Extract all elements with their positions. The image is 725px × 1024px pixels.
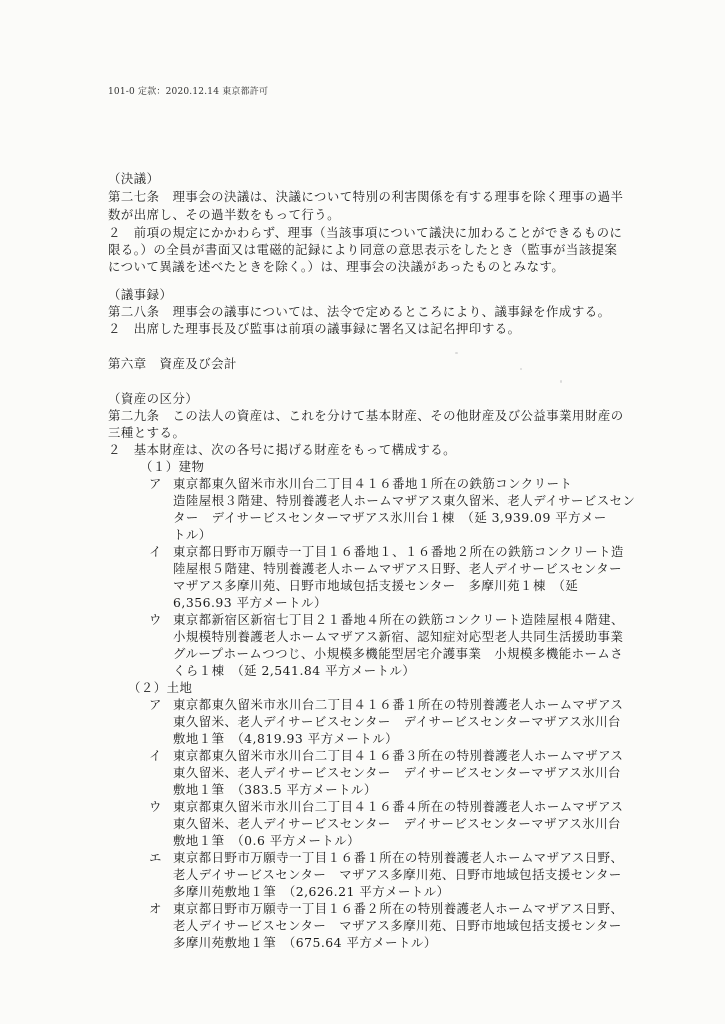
article28-heading: （議事録） — [108, 287, 173, 302]
article27-line: 第二七条 理事会の決議は、決議について特別の利害関係を有する理事を除く理事の過半 — [108, 189, 624, 204]
building-line: 東京都新宿区新宿七丁目２１番地４所在の鉄筋コンクリート造陸屋根４階建、 — [173, 612, 624, 627]
item-marker: イ — [149, 544, 162, 559]
article27-line: ２ 前項の規定にかかわらず、理事（当該事項について議決に加わることができるものに — [108, 225, 623, 240]
scan-speck — [560, 380, 562, 383]
land-line: 敷地１筆 （0.6 平方メートル） — [173, 833, 361, 848]
article27-line: 数が出席し、その過半数をもって行う。 — [108, 207, 341, 222]
article28-line: ２ 出席した理事長及び監事は前項の議事録に署名又は記名押印する。 — [108, 321, 521, 336]
building-line: 東京都東久留米市氷川台二丁目４１６番地１所在の鉄筋コンクリート — [173, 476, 573, 491]
article28-line: 第二八条 理事会の議事については、法令で定めるところにより、議事録を作成する。 — [108, 304, 611, 319]
article29-line: 三種とする。 — [108, 425, 186, 440]
scan-speck — [520, 368, 522, 370]
building-line: グループホームつつじ、小規模多機能型居宅介護事業 小規模多機能ホームさ — [173, 646, 624, 661]
building-line: 造陸屋根３階建、特別養護老人ホームマザアス東久留米、老人デイサービスセン — [173, 493, 636, 508]
land-line: 多摩川苑敷地１筆 （2,626.21 平方メートル） — [173, 884, 450, 899]
land-line: 東京都日野市万願寺一丁目１６番１所在の特別養護老人ホームマザアス日野、 — [173, 850, 624, 865]
article29-heading: （資産の区分） — [108, 391, 199, 406]
item-marker: ア — [149, 476, 162, 491]
land-line: 東京都東久留米市氷川台二丁目４１６番３所在の特別養護老人ホームマザアス — [173, 748, 624, 763]
land-line: 東京都日野市万願寺一丁目１６番２所在の特別養護老人ホームマザアス日野、 — [173, 901, 624, 916]
land-line: 多摩川苑敷地１筆 （675.64 平方メートル） — [173, 935, 437, 950]
scan-speck — [455, 352, 458, 354]
article29-line: ２ 基本財産は、次の各号に掲げる財産をもって構成する。 — [108, 442, 457, 457]
building-line: トル） — [173, 527, 212, 542]
article27-line: 限る。）の全員が書面又は電磁的記録により同意の意思表示をしたとき（監事が当該提案 — [108, 242, 618, 257]
item-marker: ウ — [149, 799, 162, 814]
building-line: 陸屋根５階建、特別養護老人ホームマザアス日野、老人デイサービスセンター — [173, 561, 623, 576]
chapter-title: 第六章 資産及び会計 — [108, 356, 237, 371]
buildings-heading: （１）建物 — [140, 459, 205, 474]
item-marker: オ — [149, 901, 162, 916]
building-line: 6,356.93 平方メートル） — [173, 595, 327, 610]
land-line: 東久留米、老人デイサービスセンター デイサービスセンターマザアス氷川台 — [173, 714, 621, 729]
land-line: 敷地１筆 （4,819.93 平方メートル） — [173, 731, 398, 746]
land-line: 東京都東久留米市氷川台二丁目４１６番４所在の特別養護老人ホームマザアス — [173, 799, 624, 814]
item-marker: エ — [149, 850, 162, 865]
building-line: くら１棟 （延 2,541.84 平方メートル） — [173, 663, 416, 678]
building-line: マザアス多摩川苑、日野市地域包括支援センター 多摩川苑１棟 （延 — [173, 578, 579, 593]
building-line: 東京都日野市万願寺一丁目１６番地１、１６番地２所在の鉄筋コンクリート造 — [173, 544, 624, 559]
article29-line: 第二九条 この法人の資産は、これを分けて基本財産、その他財産及び公益事業用財産の — [108, 408, 624, 423]
item-marker: ア — [149, 697, 162, 712]
land-line: 老人デイサービスセンター マザアス多摩川苑、日野市地域包括支援センター — [173, 918, 622, 933]
item-marker: ウ — [149, 612, 162, 627]
land-line: 東久留米、老人デイサービスセンター デイサービスセンターマザアス氷川台 — [173, 816, 621, 831]
land-heading: （２）土地 — [128, 680, 193, 695]
land-line: 敷地１筆 （383.5 平方メートル） — [173, 782, 377, 797]
article27-heading: （決議） — [108, 171, 160, 186]
document-header: 101-0 定款：2020.12.14 東京都許可 — [108, 87, 269, 97]
item-marker: イ — [149, 748, 162, 763]
building-line: 小規模特別養護老人ホームマザアス新宿、認知症対応型老人共同生活援助事業 — [173, 629, 624, 644]
land-line: 東京都東久留米市氷川台二丁目４１６番１所在の特別養護老人ホームマザアス — [173, 697, 624, 712]
land-line: 老人デイサービスセンター マザアス多摩川苑、日野市地域包括支援センター — [173, 867, 622, 882]
building-line: ター デイサービスセンターマザアス氷川台１棟 （延 3,939.09 平方メー — [173, 510, 607, 525]
article27-line: について異議を述べたときを除く。）は、理事会の決議があったものとみなす。 — [108, 259, 565, 274]
land-line: 東久留米、老人デイサービスセンター デイサービスセンターマザアス氷川台 — [173, 765, 621, 780]
